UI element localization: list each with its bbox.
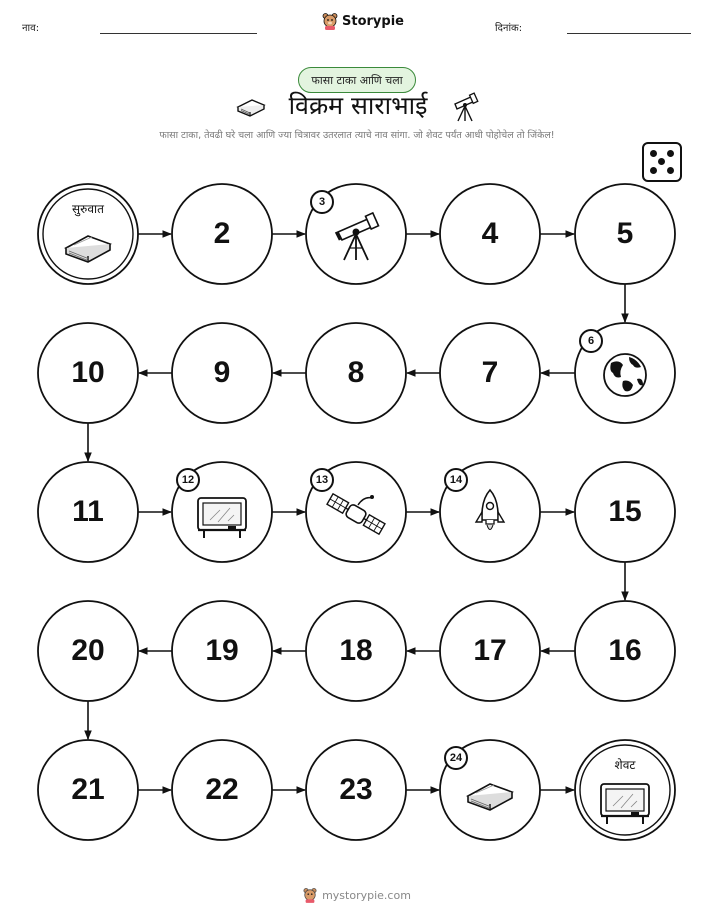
- game-tag: फासा टाका आणि चला: [298, 67, 416, 93]
- board-space-25[interactable]: [575, 740, 675, 840]
- space-number: 17: [473, 634, 507, 667]
- space-number: 20: [71, 634, 105, 667]
- space-number: 22: [205, 773, 239, 806]
- space-number: 18: [339, 634, 373, 667]
- space-number: 7: [481, 356, 499, 389]
- footer-site: mystorypie.com: [322, 888, 411, 902]
- space-number: 8: [347, 356, 365, 389]
- space-number-badge: 3: [310, 190, 334, 214]
- space-number-badge: 12: [176, 468, 200, 492]
- space-number: 9: [213, 356, 231, 389]
- space-number: 11: [72, 495, 104, 528]
- space-number: 2: [213, 217, 231, 250]
- space-number-badge: 6: [579, 329, 603, 353]
- end-label: शेवट: [614, 758, 636, 772]
- brand-name: Storypie: [342, 13, 404, 29]
- worksheet-title: विक्रम साराभाई: [288, 91, 428, 120]
- board-space-1[interactable]: [38, 184, 138, 284]
- space-number: 10: [71, 356, 105, 389]
- space-number: 21: [71, 773, 105, 806]
- space-circle: [38, 184, 138, 284]
- bear-mascot-icon: [303, 887, 317, 903]
- space-number: 19: [205, 634, 239, 667]
- name-label: नाव:: [22, 23, 40, 34]
- space-number: 15: [608, 495, 642, 528]
- globe-icon: [604, 354, 646, 396]
- space-number-badge: 24: [444, 746, 468, 770]
- instructions: फासा टाका, तेवढी घरे चला आणि ज्या चित्रावर उतरलात त्याचे नाव सांगा. जो शेवट पर्यंत आधी पोहोचेल तो जिंकेल!: [159, 130, 555, 141]
- space-number: 4: [481, 217, 499, 250]
- space-number: 16: [608, 634, 642, 667]
- space-number-badge: 13: [310, 468, 334, 492]
- space-number: 5: [616, 217, 634, 250]
- date-label: दिनांक:: [495, 23, 523, 34]
- space-number: 23: [339, 773, 373, 806]
- space-number-badge: 14: [444, 468, 468, 492]
- start-label: सुरुवात: [72, 202, 104, 216]
- footer: [0, 887, 714, 903]
